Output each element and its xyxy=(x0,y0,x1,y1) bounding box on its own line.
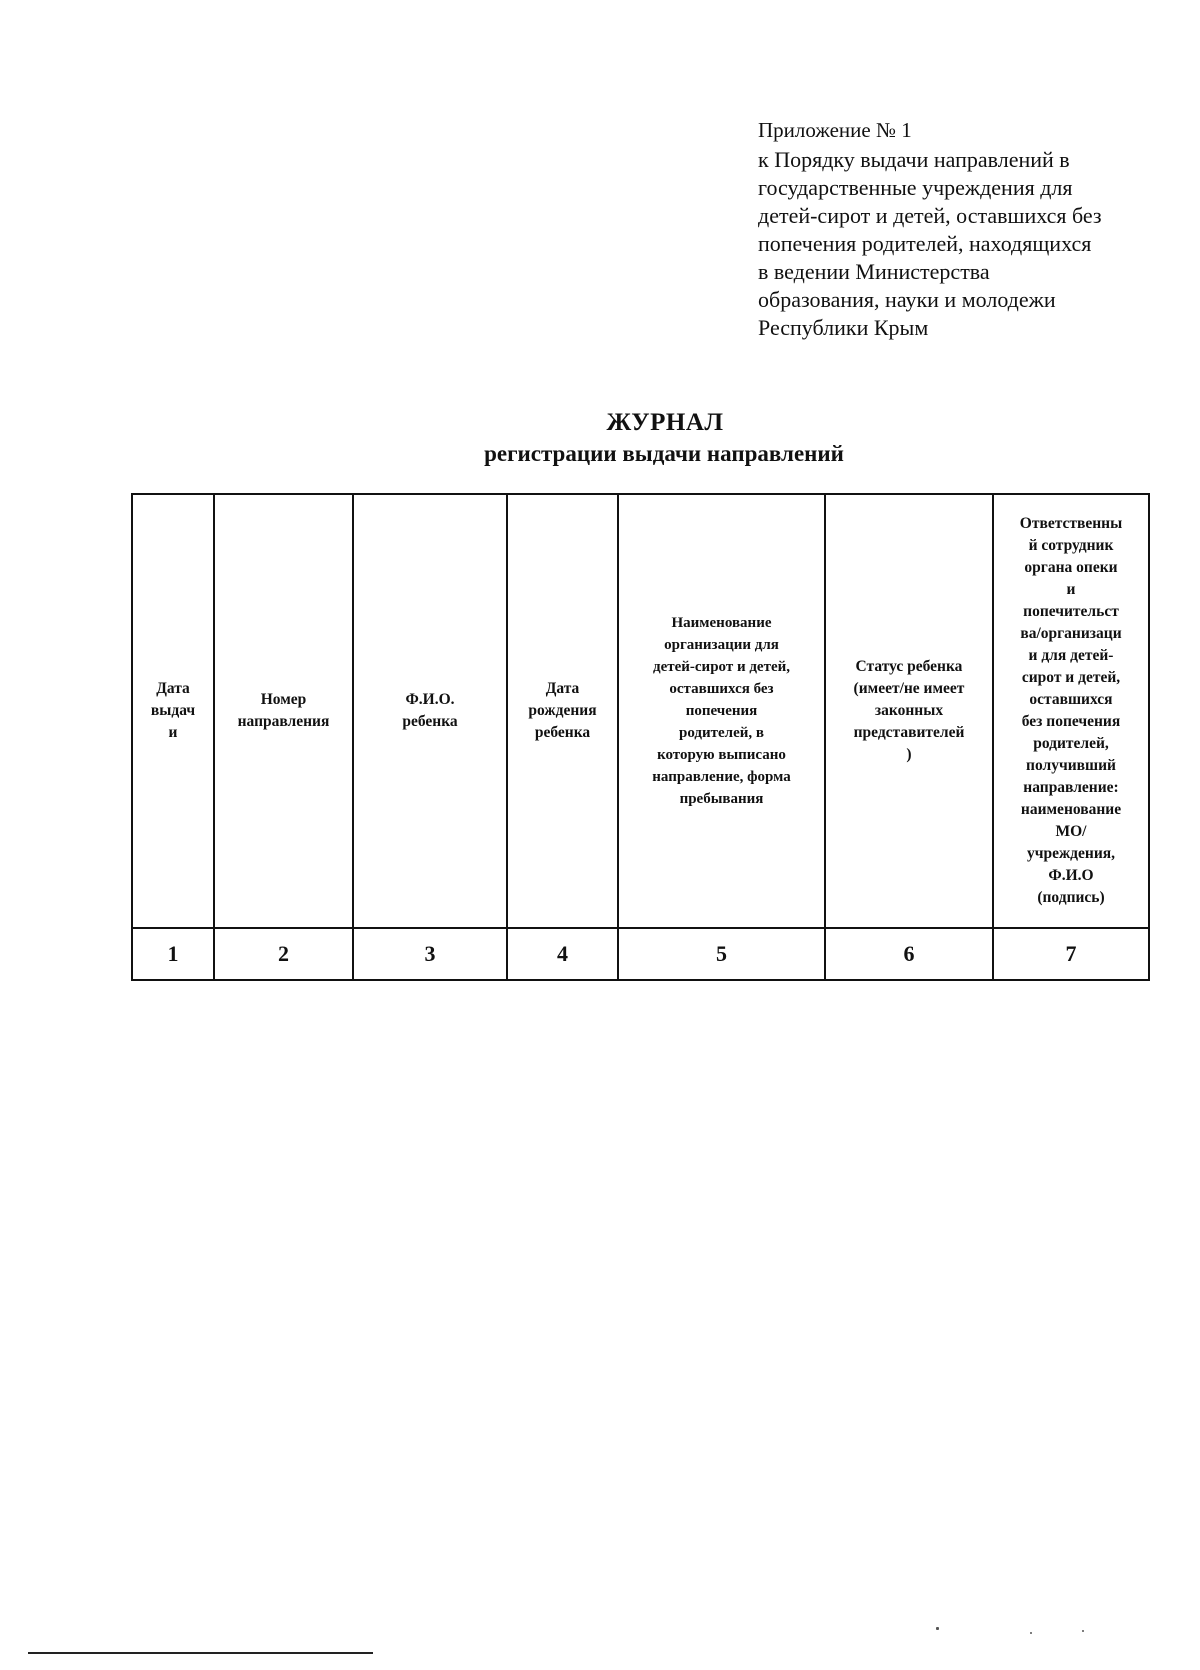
appendix-number: Приложение № 1 xyxy=(758,118,912,142)
appendix-line: попечения родителей, находящихся xyxy=(758,231,1092,256)
header-text: Дата рождения ребенка xyxy=(528,680,597,741)
appendix-line: детей-сирот и детей, оставшихся без xyxy=(758,203,1102,228)
header-text: Статус ребенка (имеет/не имеет законных представителей ) xyxy=(853,658,965,763)
header-text: Дата выдач и xyxy=(150,680,196,741)
scan-speck xyxy=(1082,1630,1084,1632)
header-cell-child-status xyxy=(825,494,993,928)
title-main: ЖУРНАЛ xyxy=(606,409,724,436)
header-cell-issue-date xyxy=(132,494,214,928)
column-number: 6 xyxy=(825,928,993,980)
header-text: Ф.И.О. ребенка xyxy=(402,691,458,730)
appendix-note xyxy=(758,116,1178,342)
column-number: 4 xyxy=(507,928,618,980)
table-header-row xyxy=(132,494,1149,928)
appendix-line: государственные учреждения для xyxy=(758,175,1073,200)
header-text: Номер направления xyxy=(237,691,330,730)
header-cell-child-name xyxy=(353,494,507,928)
appendix-line: к Порядку выдачи направлений в xyxy=(758,147,1070,172)
journal-table xyxy=(131,493,1150,981)
appendix-line: образования, науки и молодежи xyxy=(758,287,1056,312)
header-text: Ответственны й сотрудник органа опеки и попечительст ва/организаци и для детей- сирот и детей, оставшихся без попечения родителей, получивший направление: наименование МО/ учреждения, Ф.И.О (подпись) xyxy=(1019,515,1123,906)
appendix-line: в ведении Министерства xyxy=(758,259,990,284)
header-cell-referral-number xyxy=(214,494,353,928)
header-cell-birth-date xyxy=(507,494,618,928)
header-cell-responsible-employee xyxy=(993,494,1149,928)
table-column-numbers-row xyxy=(132,928,1149,980)
title-subtitle: регистрации выдачи направлений xyxy=(484,441,844,466)
header-cell-organization xyxy=(618,494,825,928)
column-number: 2 xyxy=(214,928,353,980)
column-number: 1 xyxy=(132,928,214,980)
header-text: Наименование организации для детей-сирот и детей, оставшихся без попечения родителей, в которую выписано направление, форма пребывания xyxy=(652,615,791,807)
footnote-separator-line xyxy=(28,1652,373,1654)
scan-speck xyxy=(936,1627,939,1630)
scan-speck xyxy=(1030,1632,1032,1634)
appendix-line: Республики Крым xyxy=(758,315,929,340)
column-number: 7 xyxy=(993,928,1149,980)
document-title xyxy=(0,408,1200,470)
column-number: 3 xyxy=(353,928,507,980)
column-number: 5 xyxy=(618,928,825,980)
